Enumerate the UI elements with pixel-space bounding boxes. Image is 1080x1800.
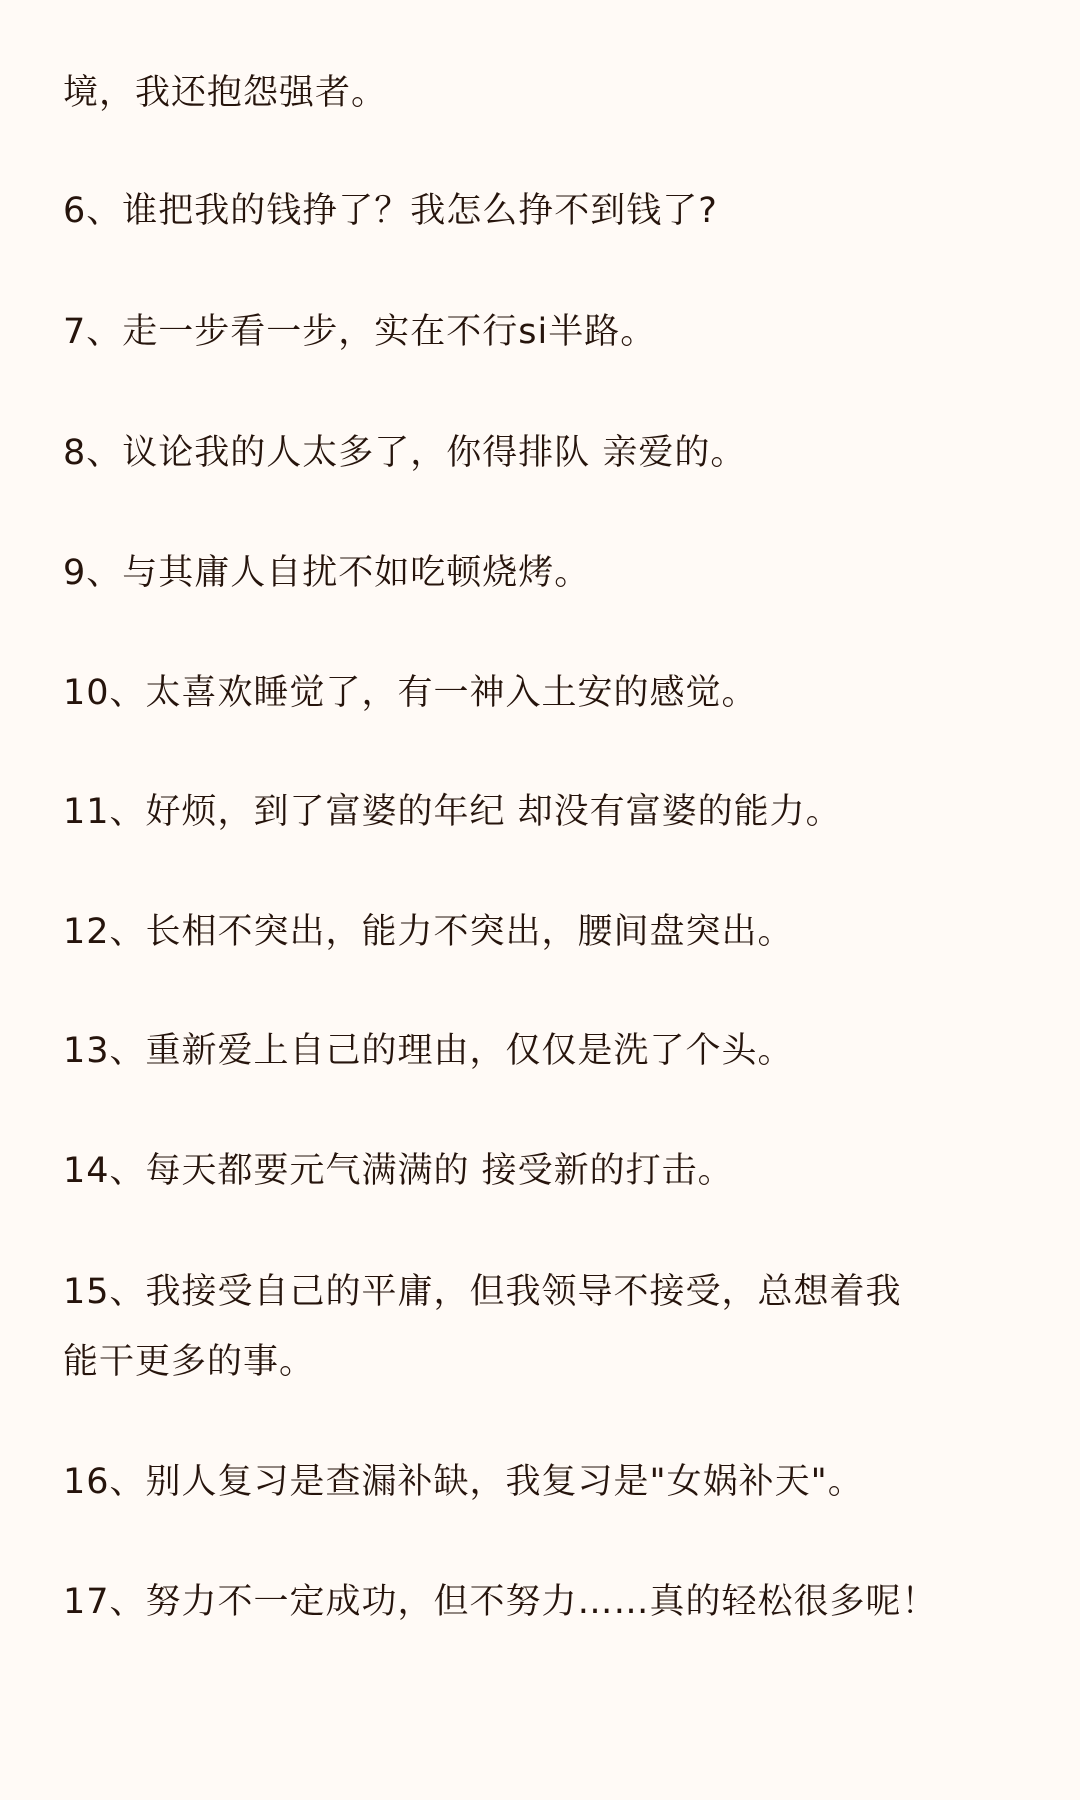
quote-line: 17、努力不一定成功，但不努力……真的轻松很多呢！ <box>63 1582 938 1622</box>
quote-line: 15、我接受自己的平庸，但我领导不接受，总想着我 <box>63 1272 902 1312</box>
quote-line: 7、走一步看一步，实在不行si半路。 <box>63 312 657 352</box>
quote-line: 9、与其庸人自扰不如吃顿烧烤。 <box>63 553 591 593</box>
quote-line: 14、每天都要元气满满的 接受新的打击。 <box>63 1151 734 1191</box>
quote-line: 8、议论我的人太多了，你得排队 亲爱的。 <box>63 433 747 473</box>
quote-line: 境，我还抱怨强者。 <box>63 73 388 113</box>
quote-line: 13、重新爱上自己的理由，仅仅是洗了个头。 <box>63 1031 794 1071</box>
quote-line: 12、长相不突出，能力不突出，腰间盘突出。 <box>63 912 794 952</box>
quote-line: 6、谁把我的钱挣了？我怎么挣不到钱了? <box>63 191 718 231</box>
quote-line: 能干更多的事。 <box>63 1342 316 1382</box>
quote-line: 16、别人复习是查漏补缺，我复习是"女娲补天"。 <box>63 1462 864 1502</box>
quote-line: 10、太喜欢睡觉了，有一神入土安的感觉。 <box>63 673 758 713</box>
quote-line: 11、好烦，到了富婆的年纪 却没有富婆的能力。 <box>63 792 842 832</box>
